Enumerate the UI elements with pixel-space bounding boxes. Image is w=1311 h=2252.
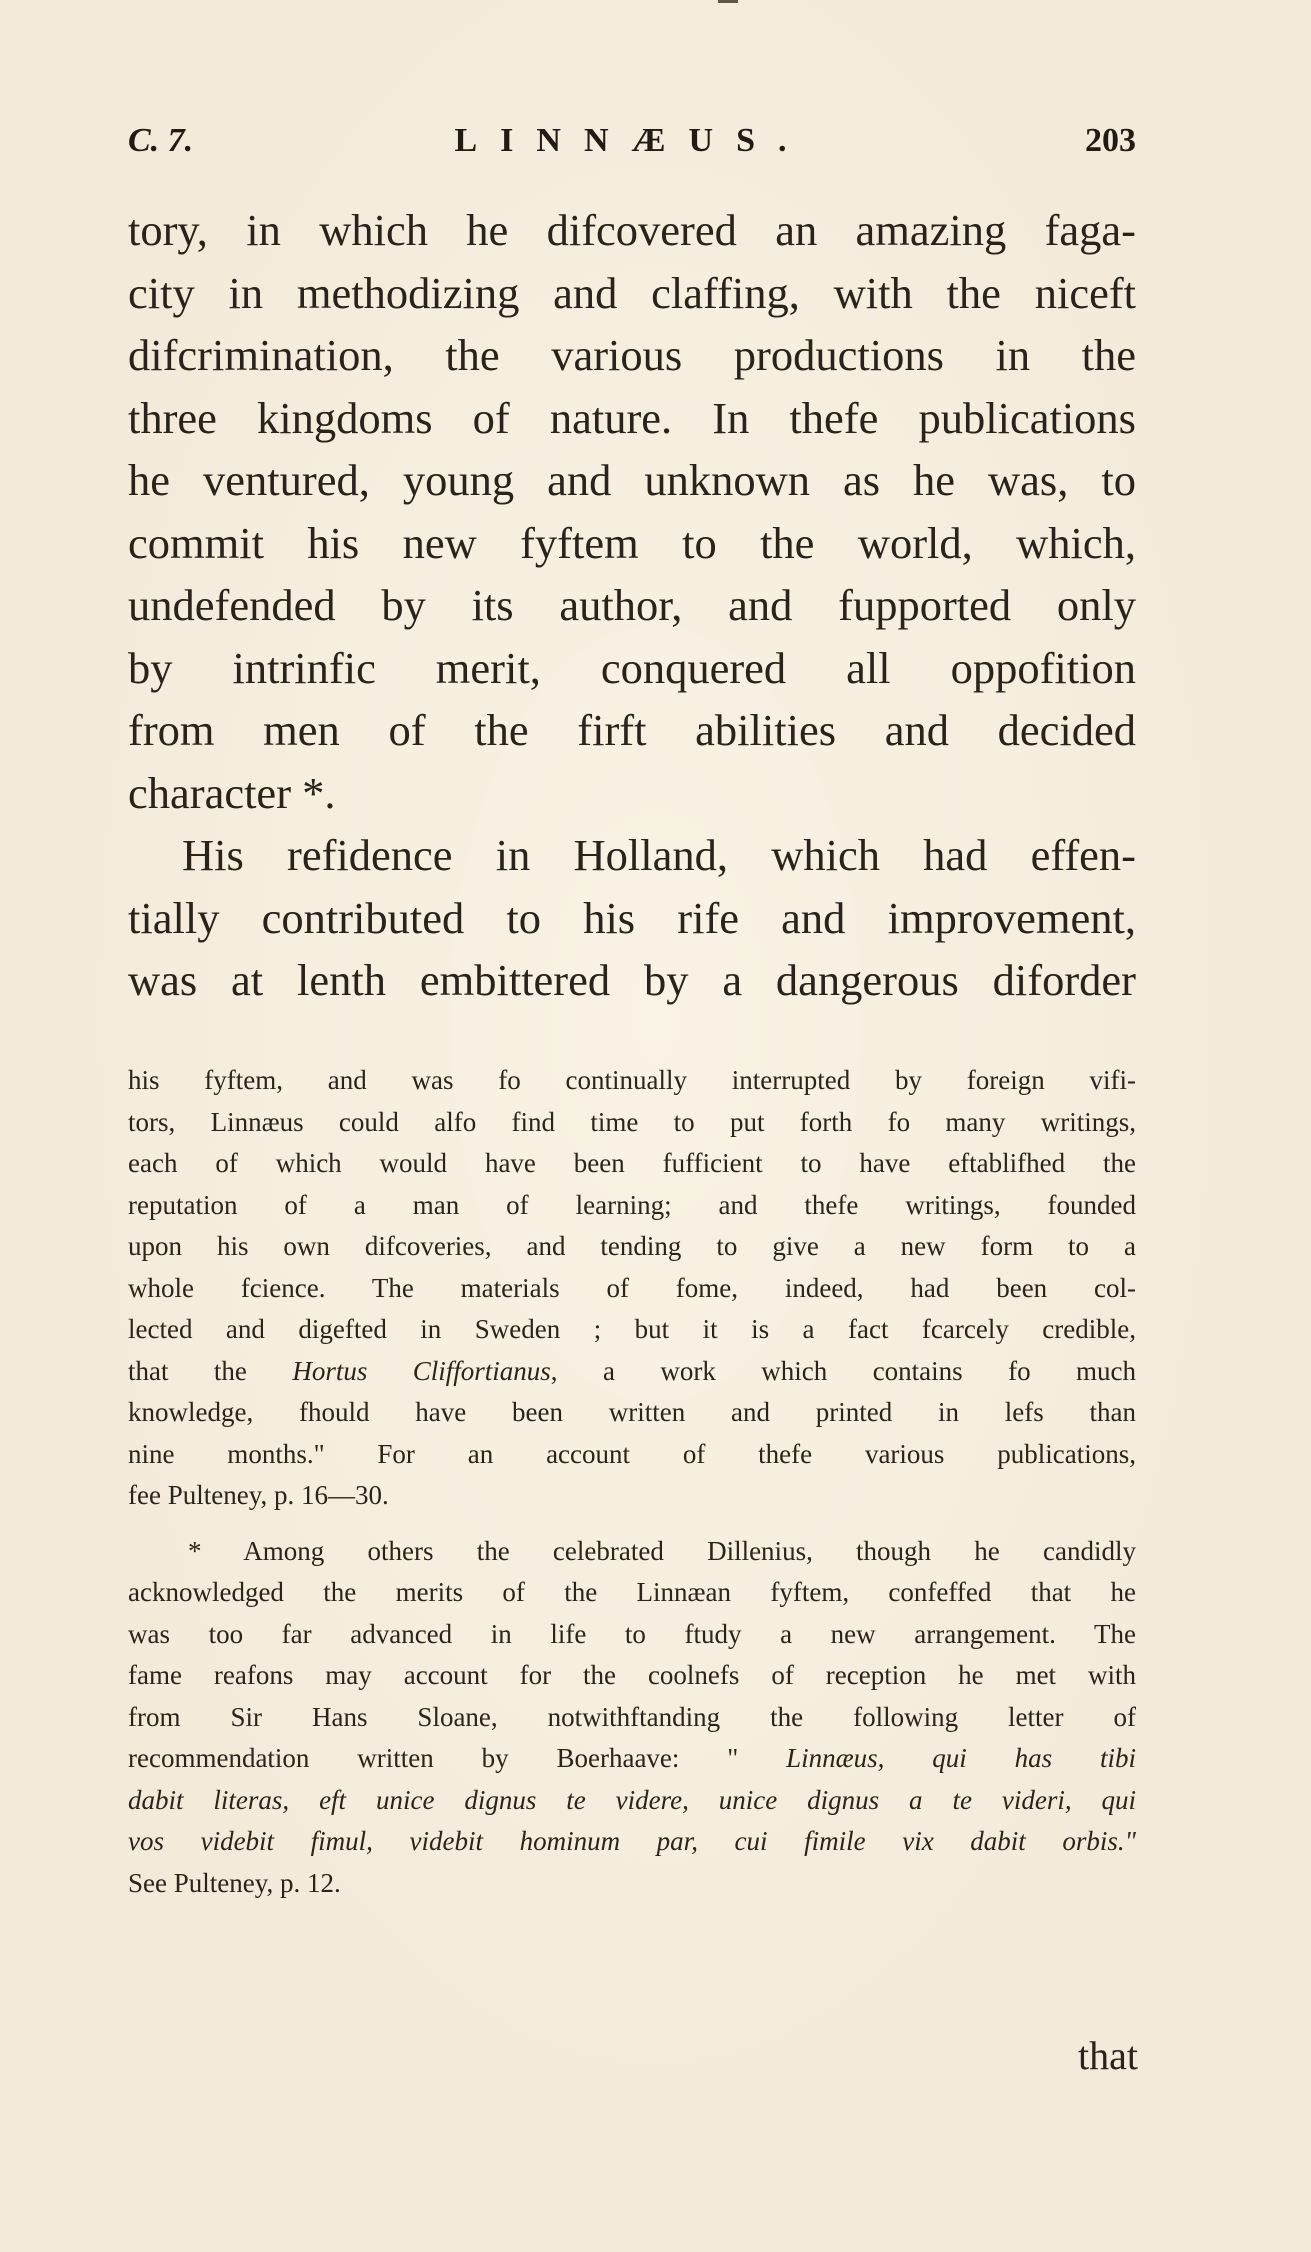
italic-title: Hortus Cliffortianus [292,1355,551,1386]
body-line: commit his new fyftem to the world, which, [128,517,1136,568]
footnote-star-line: acknowledged the merits of the Linnæan fyftem, confeffed that he [128,1577,1136,1607]
latin-quote: Linnæus, qui has tibi [786,1743,1136,1773]
page-number: 203 [1085,122,1136,159]
footnote-star-line: was too far advanced in life to ftudy a new arrangement. The [128,1618,1136,1649]
body-line: His refidence in Holland, which had effen- [182,830,1136,880]
footnote-line-hortus [128,1351,1136,1393]
body-line: by intrinfic merit, conquered all oppofition [128,642,1136,693]
catchword: that [1078,2033,1138,2078]
running-head [128,122,1136,172]
latin-quote-line: vos videbit fimul, videbit hominum par, cui fimile vix dabit orbis." [128,1826,1136,1856]
footnote-line: upon his own difcoveries, and tending to give a new form to a [128,1231,1136,1261]
footnote-line: fee Pulteney, p. 16—30. [128,1480,389,1510]
body-line: was at lenth embittered by a dangerous diforder [128,955,1136,1005]
footnote-line: nine months." For an account of thefe various publications, [128,1438,1136,1469]
running-title: LINNÆUS. [454,122,810,159]
body-line: three kingdoms of nature. In thefe publications [128,392,1136,443]
footnote-line: knowledge, fhould have been written and printed in lefs than [128,1397,1136,1427]
body-line: tially contributed to his rife and improvement, [128,892,1136,943]
footnotes [128,1060,1136,1904]
top-edge-mark [718,0,738,3]
footnote-star-line: See Pulteney, p. 12. [128,1867,341,1898]
main-text [128,199,1136,1012]
body-line: city in methodizing and claffing, with the niceft [128,267,1136,318]
footnote-line: tors, Linnæus could alfo find time to put forth fo many writings, [128,1106,1136,1137]
footnote-line: his fyftem, and was fo continually interrupted by foreign vifi- [128,1065,1136,1095]
body-line: character *. [128,767,336,818]
footnote-text: , a work which contains fo much [550,1355,1136,1386]
body-line: he ventured, young and unknown as he was, to [128,455,1136,505]
footnote-star-line: fame reafons may account for the coolnefs of reception he met with [128,1660,1136,1690]
footnote-star-line: from Sir Hans Sloane, notwithftanding the following letter of [128,1701,1136,1732]
footnote-gap [128,1517,1136,1531]
body-line: tory, in which he difcovered an amazing faga- [128,205,1136,255]
chapter-number: C. 7. [128,122,194,159]
footnote-text: that the [128,1355,293,1386]
footnote-text: recommendation written by Boerhaave: " [128,1743,787,1773]
body-line: difcrimination, the various productions in the [128,330,1136,380]
body-line: from men of the firft abilities and decided [128,705,1136,755]
latin-quote-line: dabit literas, eft unice dignus te videre, unice dignus a te videri, qui [128,1784,1136,1815]
footnote-line: whole fcience. The materials of fome, indeed, had been col- [128,1272,1136,1303]
body-line: undefended by its author, and fupported only [128,580,1136,630]
footnote-star-quote-line [128,1738,1136,1780]
footnote-line: reputation of a man of learning; and thefe writings, founded [128,1189,1136,1220]
footnote-line: lected and digefted in Sweden ; but it is a fact fcarcely credible, [128,1314,1136,1344]
footnote-line: each of which would have been fufficient to have eftablifhed the [128,1148,1136,1178]
footnote-star-line: * Among others the celebrated Dillenius, though he candidly [188,1535,1136,1566]
